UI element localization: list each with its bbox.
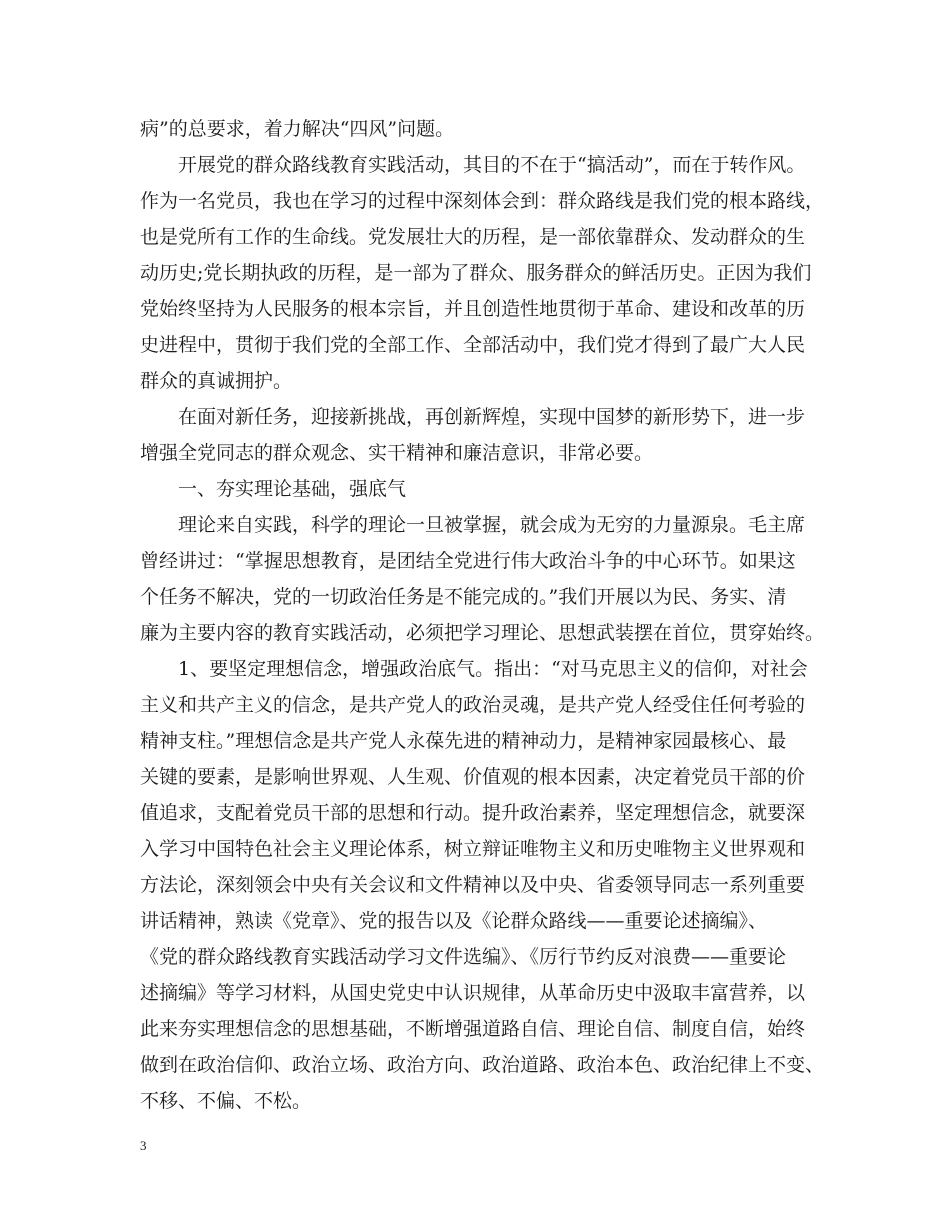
text-line: 开展党的群众路线教育实践活动，其目的不在于“搞活动”，而在于转作风。 bbox=[140, 154, 806, 176]
page-number: 3 bbox=[140, 1138, 147, 1153]
section-heading: 一、夯实理论基础，强底气 bbox=[140, 478, 407, 500]
text-line: 廉为主要内容的教育实践活动，必须把学习理论、思想武装摆在首位，贯穿始终。 bbox=[140, 622, 825, 644]
text-line: 个任务不解决，党的一切政治任务是不能完成的。”我们开展以为民、务实、清 bbox=[140, 586, 787, 608]
text-line: 曾经讲过：“掌握思想教育，是团结全党进行伟大政治斗争的中心环节。如果这 bbox=[140, 550, 796, 572]
text-line: 主义和共产主义的信念，是共产党人的政治灵魂，是共产党人经受住任何考验的 bbox=[140, 694, 806, 716]
text-line: 述摘编》等学习材料，从国史党史中认识规律，从革命历史中汲取丰富营养，以 bbox=[140, 982, 806, 1004]
text-line: 也是党所有工作的生命线。党发展壮大的历程，是一部依靠群众、发动群众的生 bbox=[140, 226, 806, 248]
text-line: 在面对新任务，迎接新挑战，再创新辉煌，实现中国梦的新形势下，进一步 bbox=[140, 406, 806, 428]
text-line: 史进程中，贯彻于我们党的全部工作、全部活动中，我们党才得到了最广大人民 bbox=[140, 334, 806, 356]
text-line: 增强全党同志的群众观念、实干精神和廉洁意识，非常必要。 bbox=[140, 442, 654, 464]
text-line: 不移、不偏、不松。 bbox=[140, 1090, 312, 1112]
text-line: 理论来自实践，科学的理论一旦被掌握，就会成为无穷的力量源泉。毛主席 bbox=[140, 514, 806, 536]
text-line: 1、要坚定理想信念，增强政治底气。指出：“对马克思主义的信仰，对社会 bbox=[140, 658, 808, 680]
text-line: 做到在政治信仰、政治立场、政治方向、政治道路、政治本色、政治纪律上不变、 bbox=[140, 1054, 825, 1076]
text-line: 讲话精神，熟读《党章》、党的报告以及《论群众路线——重要论述摘编》、 bbox=[140, 910, 768, 932]
text-line: 党始终坚持为人民服务的根本宗旨，并且创造性地贯彻于革命、建设和改革的历 bbox=[140, 298, 806, 320]
text-line: 作为一名党员，我也在学习的过程中深刻体会到：群众路线是我们党的根本路线， bbox=[140, 190, 825, 212]
text-line: 此来夯实理想信念的思想基础，不断增强道路自信、理论自信、制度自信，始终 bbox=[140, 1018, 806, 1040]
text-line: 关键的要素，是影响世界观、人生观、价值观的根本因素，决定着党员干部的价 bbox=[140, 766, 806, 788]
text-line: 精神支柱。”理想信念是共产党人永葆先进的精神动力，是精神家园最核心、最 bbox=[140, 730, 787, 752]
text-line: 动历史;党长期执政的历程，是一部为了群众、服务群众的鲜活历史。正因为我们 bbox=[140, 262, 812, 284]
text-line: 群众的真诚拥护。 bbox=[140, 370, 293, 392]
text-line: 病”的总要求，着力解决“四风”问题。 bbox=[140, 118, 455, 140]
text-line: 方法论，深刻领会中央有关会议和文件精神以及中央、省委领导同志一系列重要 bbox=[140, 874, 806, 896]
text-line: 《党的群众路线教育实践活动学习文件选编》、《厉行节约反对浪费——重要论 bbox=[140, 946, 787, 968]
text-line: 值追求，支配着党员干部的思想和行动。提升政治素养，坚定理想信念，就要深 bbox=[140, 802, 806, 824]
text-line: 入学习中国特色社会主义理论体系，树立辩证唯物主义和历史唯物主义世界观和 bbox=[140, 838, 806, 860]
